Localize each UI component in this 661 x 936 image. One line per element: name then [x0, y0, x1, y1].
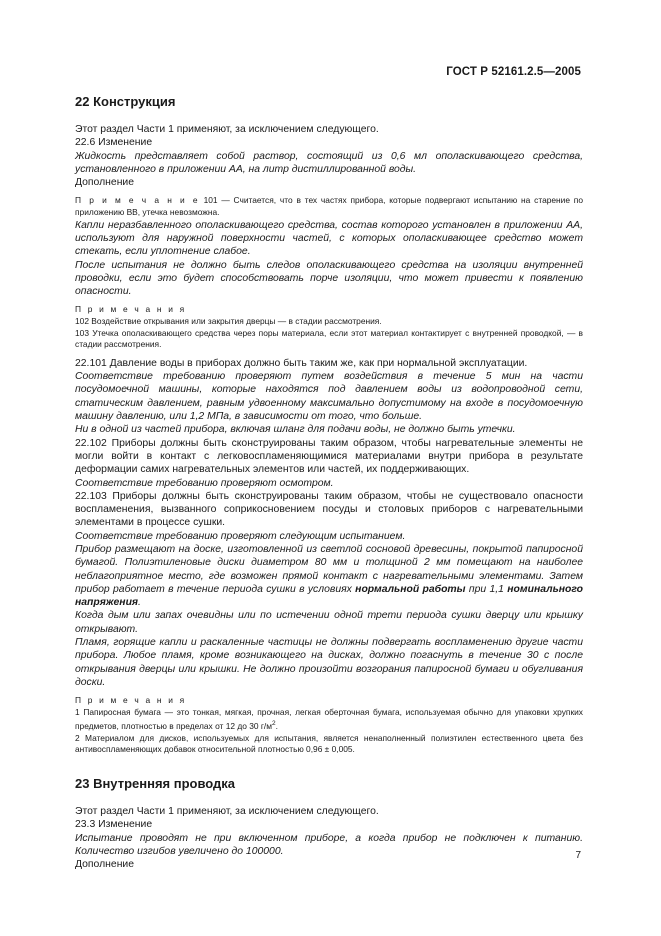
clause-22-102-check: Соответствие требованию проверяют осмотром. [75, 477, 334, 489]
notes2-label: П р и м е ч а н и я [75, 695, 187, 706]
subclause-22-6: 22.6 Изменение [75, 137, 153, 149]
note-1: 1 Папиросная бумага — это тонкая, мягкая, прочная, легкая оберточная бумага, используемая обычно для упаковки хрупких предметов, плотностью в пределах от 12 до 30 $г/м^2$. [75, 706, 583, 732]
clause-22-101-leak: Ни в одной из частей прибора, включая шланг для подачи воды, не должно быть утечки. [75, 424, 516, 436]
note-102: 102 Воздействие открывания или закрытия дверцы — в стадии рассмотрения. [75, 316, 382, 327]
clause-22-103-check: Соответствие требованию проверяют следующим испытанием. [75, 530, 406, 542]
page-number: 7 [575, 850, 581, 861]
subclause-23-3: 23.3 Изменение [75, 819, 153, 831]
clause-22-102: 22.102 Приборы должны быть сконструированы таким образом, чтобы нагревательные элементы не могли войти в контакт с легковоспламеняющимися материалами внутри прибора в результате деформации самих нагревательных элементов или частей, их поддерживающих. [75, 437, 583, 476]
addition-label-23: Дополнение [75, 859, 135, 871]
section-23-heading: 23 Внутренняя проводка [75, 776, 236, 792]
clause-22-101: 22.101 Давление воды в приборах должно быть таким же, как при нормальной эксплуатации. [75, 357, 528, 369]
clause-22-103-flame: Пламя, горящие капли и раскаленные частицы не должны подвергать воспламенению другие части прибора. Любое пламя, кроме возникающего на дисках, должно погаснуть в течение 30 с после открывания дверцы или крышки. Не должно произойти возгорания папиросной бумаги и обугливания доски. [75, 637, 583, 688]
addition-label: Дополнение [75, 177, 135, 189]
note-101 [75, 195, 583, 218]
clause-22-103-smoke: Когда дым или запах очевидны или по истечении одной трети периода сушки дверцу или крышку открывают. [75, 610, 583, 635]
drops-paragraph: Капли неразбавленного ополаскивающего средства, состав которого установлен в приложении АА, используют для наружной поверхности частей, с которых ополаскивающее средство может стекать, если уплотнение слабое. [75, 219, 583, 258]
notes-label: П р и м е ч а н и я [75, 304, 187, 315]
standard-header: ГОСТ Р 52161.2.5—2005 [446, 66, 581, 78]
page-content [75, 90, 583, 872]
clause-22-103-test: Прибор размещают на доске, изготовленной из светлой сосновой древесины, покрытой папиросной бумагой. Полиэтиленовые диски диаметром 80 мм и толщиной 2 мм помещают на наиболее неблагоприятное место, где возможен прямой контакт с нагревательными элементами. Затем прибор работает в течение периода сушки в условиях нормальной работы при 1,1 номинального напряжения. [75, 543, 584, 609]
change-text-22-6: Жидкость представляет собой раствор, состоящий из 0,6 мл ополаскивающего средства, установленного в приложении АА, на литр дистиллированной воды. [75, 150, 583, 175]
note-101-text: 101 — Считается, что в тех частях прибора, которые подвергают испытанию на старение по приложению ВВ, утечка невозможна. [75, 195, 584, 218]
section-22-intro: Этот раздел Части 1 применяют, за исключением следующего. [75, 124, 379, 135]
change-text-23-3: Испытание проводят не при включенном приборе, а когда прибор не подключен к питанию. Количество изгибов увеличено до 100000. [75, 832, 583, 857]
clause-22-101-check: Соответствие требованию проверяют путем воздействия в течение 5 мин на части посудомоечной машины, которые находятся под давлением воды из водопроводной сети, статическим давлением, равным удвоенному максимально допустимому на входе в посудомоечную машину давлению, или 1,2 МПа, в зависимости от того, что больше. [75, 371, 583, 423]
section-22-heading: 22 Конструкция [75, 94, 176, 109]
note-101-label: П р и м е ч а н и е [75, 195, 200, 206]
clause-22-103: 22.103 Приборы должны быть сконструированы таким образом, чтобы не существовало опасности воспламенения, вызванного соприкосновением посуды и столовых приборов с нагревательными элементами в процессе сушки. [75, 490, 583, 529]
note-2: 2 Материалом для дисков, используемых для испытания, является ненаполненный полиэтилен естественного цвета без антивоспламеняющих добавок относительной плотностью 0,96 ± 0,005. [75, 732, 583, 755]
after-test-paragraph: После испытания не должно быть следов ополаскивающего средства на изоляции внутренней проводки, если это будет способствовать порче изоляции, что может привести к появлению опасности. [75, 259, 583, 298]
section-23-intro: Этот раздел Части 1 применяют, за исключением следующего. [75, 806, 379, 818]
note-103: 103 Утечка ополаскивающего средства через поры материала, если этот материал контактирует с внутренней проводкой, — в стадии рассмотрения. [75, 327, 583, 350]
